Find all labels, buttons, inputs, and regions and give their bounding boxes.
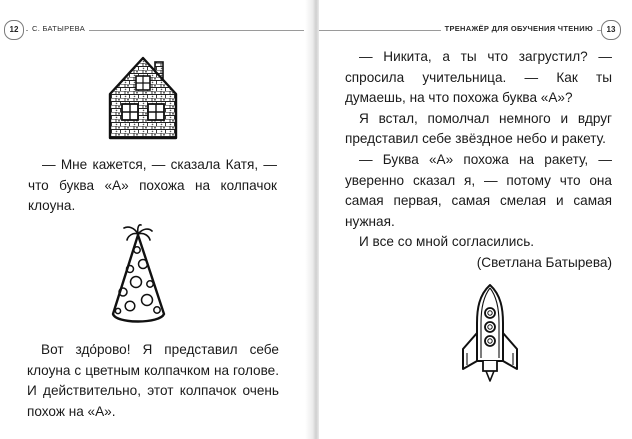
paragraph: Вот здо́рово! Я представил себе клоуна с цветным колпачком на голове. И действительно, этот колпачок очень похож на «А». — [27, 342, 279, 419]
right-page — [319, 0, 632, 439]
paragraph: И все со мной согласились. — [359, 234, 535, 250]
paragraph-clown — [27, 340, 279, 422]
paragraph: — Буква «А» похожа на ракету, — уверенно сказал я, — потому что она самая первая, самая смелая и самая нужная. — [345, 151, 612, 229]
paragraph: — Мне кажется, — сказала Катя, — что буква «А» похожа на колпачок клоуна. — [28, 157, 277, 214]
page-number: 13 — [601, 20, 621, 40]
paragraph-clown-hat — [28, 155, 277, 217]
author-header: С. БАТЫРЕВА — [28, 23, 89, 35]
story-text — [345, 47, 612, 274]
paragraph: Я встал, помолчал немного и вдруг представил себе звёздное небо и ракету. — [345, 110, 612, 147]
book-title-header: ТРЕНАЖЁР ДЛЯ ОБУЧЕНИЯ ЧТЕНИЮ — [441, 23, 597, 35]
right-running-head — [319, 20, 625, 42]
left-running-head — [4, 20, 304, 42]
rocket-icon — [457, 283, 523, 385]
paragraph: — Никита, а ты что загрустил? — спросила учительница. — Как ты думаешь, на что похожа буква «А»? — [345, 49, 612, 106]
house-icon — [105, 56, 181, 140]
left-page — [0, 0, 313, 439]
page-number: 12 — [4, 20, 24, 40]
party-hat-icon — [106, 224, 170, 328]
author-signature: (Светлана Батырева) — [476, 254, 612, 270]
